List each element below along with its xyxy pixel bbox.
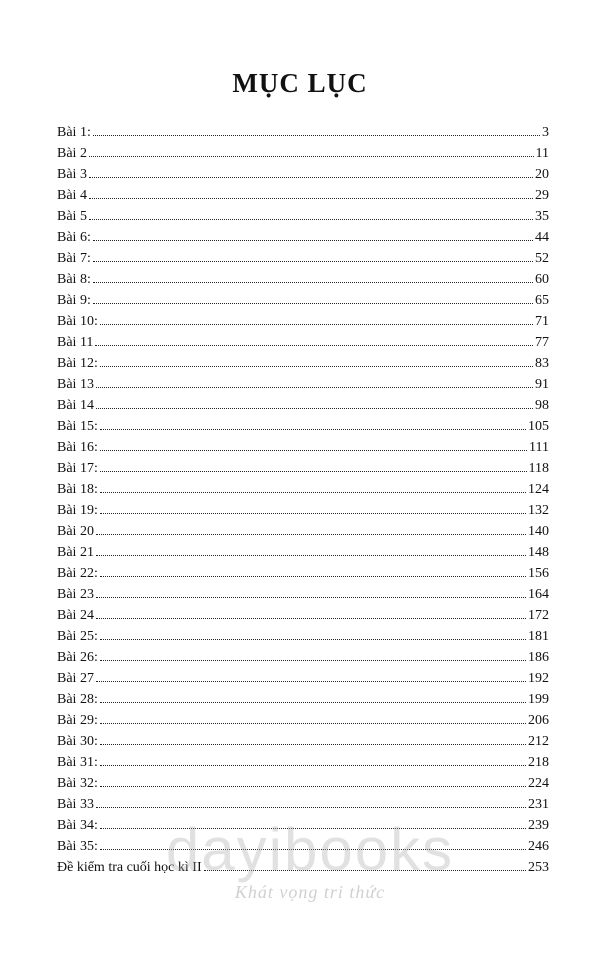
toc-entry-page: 124 [528,482,549,497]
toc-entry-page: 98 [535,398,549,413]
toc-entry-label: Bài 8: [57,272,91,287]
toc-entry-label: Bài 28: [57,692,98,707]
toc-entry-label: Bài 24 [57,608,94,623]
dot-leader [89,156,534,157]
dot-leader [100,828,526,829]
dot-leader [96,534,526,535]
toc-entry-label: Bài 22: [57,566,98,581]
toc-entry-page: 140 [528,524,549,539]
toc-entry [57,710,549,731]
dot-leader [100,660,526,661]
dot-leader [100,450,527,451]
toc-entry [57,248,549,269]
toc-entry [57,164,549,185]
dot-leader [96,618,526,619]
toc-entry-page: 218 [528,755,549,770]
toc-entry [57,605,549,626]
toc-entry-page: 65 [535,293,549,308]
toc-entry-page: 44 [535,230,549,245]
toc-entry [57,269,549,290]
toc-entry [57,815,549,836]
dot-leader [100,513,526,514]
toc-entry-label: Bài 14 [57,398,94,413]
toc-entry-page: 29 [535,188,549,203]
dot-leader [100,723,526,724]
toc-entry-page: 192 [528,671,549,686]
toc-entry-label: Bài 10: [57,314,98,329]
toc-entry [57,521,549,542]
dot-leader [100,744,526,745]
toc-entry-page: 105 [528,419,549,434]
toc-entry-page: 77 [535,335,549,350]
dot-leader [93,135,540,136]
dot-leader [89,177,533,178]
toc-entry-label: Bài 21 [57,545,94,560]
dot-leader [96,555,526,556]
toc-entry-page: 181 [528,629,549,644]
toc-entry [57,395,549,416]
toc-entry [57,122,549,143]
toc-entry [57,479,549,500]
dot-leader [100,702,526,703]
toc-entry-label: Bài 29: [57,713,98,728]
toc-entry [57,794,549,815]
toc-entry [57,584,549,605]
toc-entry-label: Bài 20 [57,524,94,539]
toc-entry-page: 71 [535,314,549,329]
watermark-brand: dayibooks [165,816,455,883]
dot-leader [100,429,526,430]
watermark-tagline: Khát vọng tri thức [234,882,386,902]
toc-entry [57,227,549,248]
toc-entry-label: Đề kiểm tra cuối học kì II [57,860,202,875]
dot-leader [204,870,526,871]
toc-entry-page: 164 [528,587,549,602]
toc-entry-page: 253 [528,860,549,875]
toc-entry-page: 206 [528,713,549,728]
toc-entry [57,773,549,794]
toc-entry-label: Bài 18: [57,482,98,497]
toc-entry-label: Bài 6: [57,230,91,245]
dot-leader [93,303,533,304]
toc-entry-label: Bài 27 [57,671,94,686]
toc-entry [57,752,549,773]
dot-leader [93,261,533,262]
toc-entry-page: 118 [528,461,549,476]
toc-entry-page: 172 [528,608,549,623]
toc-entry-label: Bài 5 [57,209,87,224]
dot-leader [96,387,533,388]
dot-leader [100,366,533,367]
toc-entry-page: 212 [528,734,549,749]
toc-entry-label: Bài 4 [57,188,87,203]
toc-entry [57,353,549,374]
toc-entry [57,542,549,563]
dot-leader [100,492,526,493]
dot-leader [100,639,526,640]
toc-entry-label: Bài 16: [57,440,98,455]
toc-entry-label: Bài 26: [57,650,98,665]
toc-entry-label: Bài 13 [57,377,94,392]
dot-leader [93,240,533,241]
toc-entry-page: 231 [528,797,549,812]
toc-entry-label: Bài 17: [57,461,98,476]
toc-entry-label: Bài 2 [57,146,87,161]
table-of-contents [57,122,549,883]
toc-entry-label: Bài 30: [57,734,98,749]
toc-entry-page: 91 [535,377,549,392]
toc-entry-label: Bài 19: [57,503,98,518]
toc-entry [57,458,549,479]
toc-entry-label: Bài 9: [57,293,91,308]
toc-entry [57,668,549,689]
toc-entry-page: 239 [528,818,549,833]
toc-entry-page: 52 [535,251,549,266]
toc-entry-page: 148 [528,545,549,560]
dot-leader [96,807,526,808]
toc-entry-page: 60 [535,272,549,287]
toc-entry [57,500,549,521]
toc-entry [57,857,549,878]
dot-leader [95,345,533,346]
toc-entry-label: Bài 7: [57,251,91,266]
toc-entry-page: 224 [528,776,549,791]
toc-entry [57,311,549,332]
toc-entry-page: 186 [528,650,549,665]
toc-entry-label: Bài 15: [57,419,98,434]
toc-entry [57,143,549,164]
toc-entry [57,563,549,584]
toc-entry [57,626,549,647]
dot-leader [100,849,526,850]
toc-entry-page: 111 [529,440,549,455]
toc-entry [57,731,549,752]
dot-leader [89,198,533,199]
toc-entry-page: 11 [535,146,549,161]
toc-entry [57,206,549,227]
toc-entry-label: Bài 31: [57,755,98,770]
toc-entry-label: Bài 1: [57,125,91,140]
toc-entry-page: 20 [535,167,549,182]
toc-entry-label: Bài 35: [57,839,98,854]
toc-entry [57,416,549,437]
toc-entry-label: Bài 23 [57,587,94,602]
toc-entry-page: 3 [542,125,549,140]
toc-entry-label: Bài 25: [57,629,98,644]
dot-leader [100,765,526,766]
dot-leader [100,576,526,577]
toc-entry-label: Bài 11 [57,335,94,350]
toc-entry-page: 246 [528,839,549,854]
toc-entry-page: 199 [528,692,549,707]
toc-entry-page: 83 [535,356,549,371]
toc-entry [57,836,549,857]
toc-entry-page: 132 [528,503,549,518]
dot-leader [100,471,527,472]
toc-entry [57,185,549,206]
dot-leader [89,219,533,220]
toc-entry-label: Bài 32: [57,776,98,791]
toc-entry [57,437,549,458]
toc-entry-label: Bài 33 [57,797,94,812]
toc-entry-page: 35 [535,209,549,224]
page-title: MỤC LỤC [232,68,368,98]
toc-entry-label: Bài 3 [57,167,87,182]
toc-entry [57,647,549,668]
dot-leader [96,597,526,598]
dot-leader [100,786,526,787]
toc-entry-page: 156 [528,566,549,581]
dot-leader [96,681,526,682]
toc-entry [57,332,549,353]
toc-entry-label: Bài 34: [57,818,98,833]
dot-leader [93,282,533,283]
toc-entry-label: Bài 12: [57,356,98,371]
toc-entry [57,374,549,395]
toc-entry [57,689,549,710]
dot-leader [96,408,533,409]
dot-leader [100,324,533,325]
toc-entry [57,290,549,311]
